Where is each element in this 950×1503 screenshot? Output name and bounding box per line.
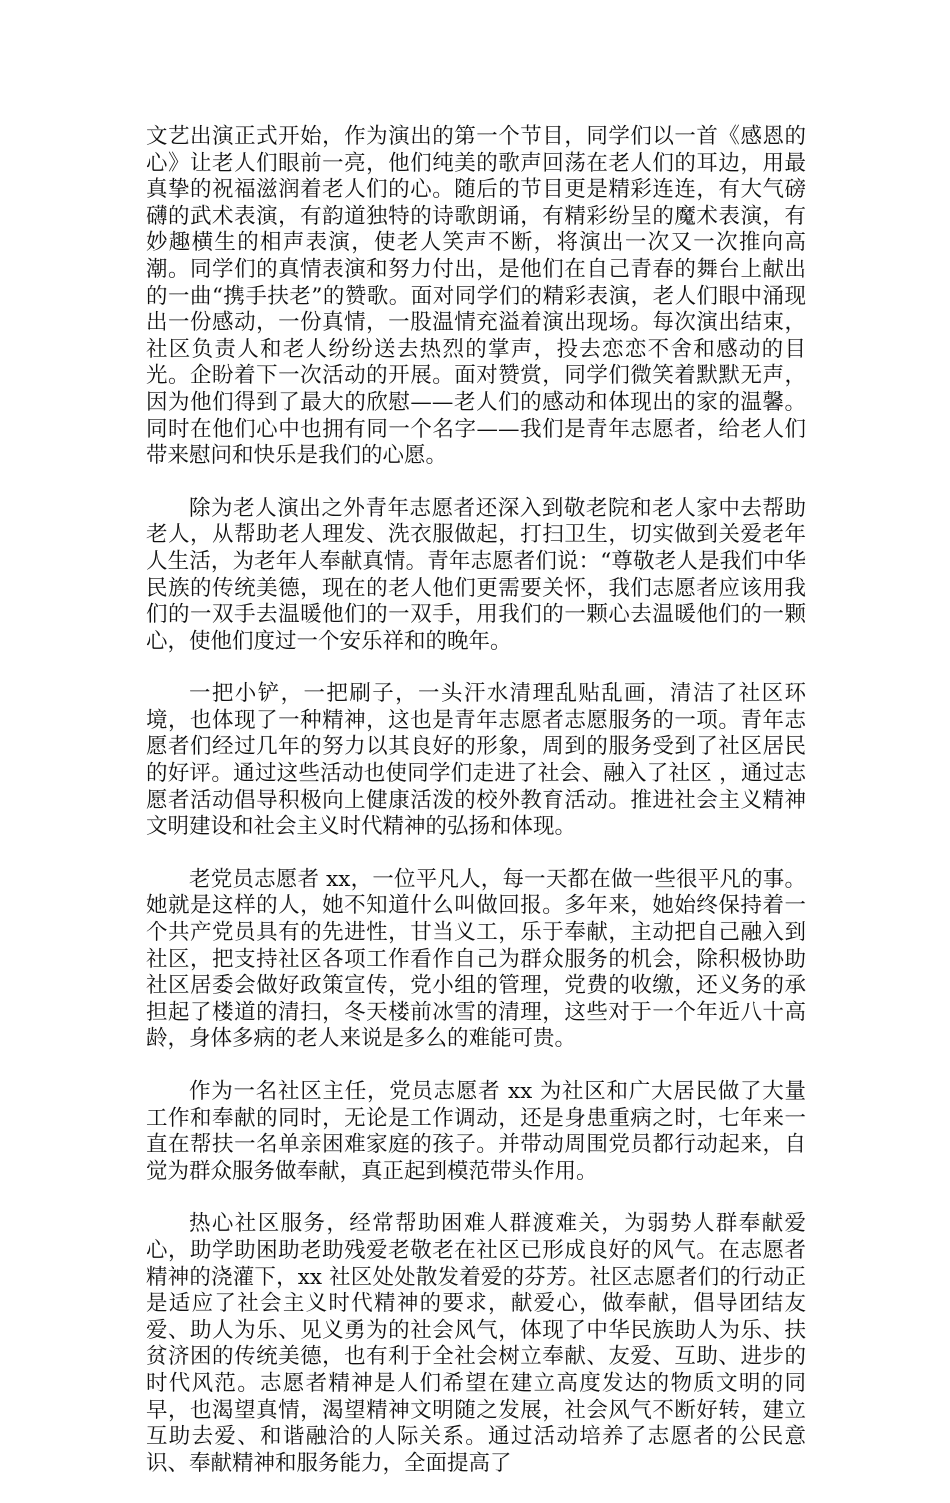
document-body — [146, 124, 806, 1503]
paragraph-4: 老党员志愿者 xx，一位平凡人，每一天都在做一些很平凡的事。她就是这样的人，她不知道什么叫做回报。多年来，她始终保持着一个共产党员具有的先进性，甘当义工，乐于奉献，主动把自己融入到社区，把支持社区各项工作看作自己为群众服务的机会，除积极协助社区居委会做好政策宣传，党小组的管理，党费的收缴，还义务的承担起了楼道的清扫，冬天楼前冰雪的清理，这些对于一个年近八十高龄，身体多病的老人来说是多么的难能可贵。 — [146, 866, 806, 1052]
paragraph-2: 除为老人演出之外青年志愿者还深入到敬老院和老人家中去帮助老人，从帮助老人理发、洗衣服做起，打扫卫生，切实做到关爱老年人生活，为老年人奉献真情。青年志愿者们说：“尊敬老人是我们中华民族的传统美德，现在的老人他们更需要关怀，我们志愿者应该用我们的一双手去温暖他们的一双手，用我们的一颗心去温暖他们的一颗心，使他们度过一个安乐祥和的晚年。 — [146, 495, 806, 654]
paragraph-1: 文艺出演正式开始，作为演出的第一个节目，同学们以一首《感恩的心》让老人们眼前一亮，他们纯美的歌声回荡在老人们的耳边，用最真挚的祝福滋润着老人们的心。随后的节目更是精彩连连，有大气磅礴的武术表演，有韵道独特的诗歌朗诵，有精彩纷呈的魔术表演，有妙趣横生的相声表演，使老人笑声不断，将演出一次又一次推向高潮。同学们的真情表演和努力付出，是他们在自己青春的舞台上献出的一曲“携手扶老”的赞歌。面对同学们的精彩表演，老人们眼中涌现出一份感动，一份真情，一股温情充溢着演出现场。每次演出结束，社区负责人和老人纷纷送去热烈的掌声，投去恋恋不舍和感动的目光。企盼着下一次活动的开展。面对赞赏，同学们微笑着默默无声，因为他们得到了最大的欣慰——老人们的感动和体现出的家的温馨。同时在他们心中也拥有同一个名字——我们是青年志愿者，给老人们带来慰问和快乐是我们的心愿。 — [146, 124, 806, 469]
paragraph-5: 作为一名社区主任，党员志愿者 xx 为社区和广大居民做了大量工作和奉献的同时，无论是工作调动，还是身患重病之时，七年来一直在帮扶一名单亲困难家庭的孩子。并带动周围党员都行动起来，自觉为群众服务做奉献，真正起到模范带头作用。 — [146, 1079, 806, 1184]
paragraph-3: 一把小铲，一把刷子，一头汗水清理乱贴乱画，清洁了社区环境，也体现了一种精神，这也是青年志愿者志愿服务的一项。青年志愿者们经过几年的努力以其良好的形象，周到的服务受到了社区居民的好评。通过这些活动也使同学们走进了社会、融入了社区 ，通过志愿者活动倡导积极向上健康活泼的校外教育活动。推进社会主义精神文明建设和社会主义时代精神的弘扬和体现。 — [146, 681, 806, 840]
paragraph-6: 热心社区服务，经常帮助困难人群渡难关，为弱势人群奉献爱心，助学助困助老助残爱老敬老在社区已形成良好的风气。在志愿者精神的浇灌下，xx 社区处处散发着爱的芬芳。社区志愿者们的行动正是适应了社会主义时代精神的要求，献爱心，做奉献，倡导团结友爱、助人为乐、见义勇为的社会风气，体现了中华民族助人为乐、扶贫济困的传统美德，也有利于全社会树立奉献、友爱、互助、进步的时代风范。志愿者精神是人们希望在建立高度发达的物质文明的同早，也渴望真情，渴望精神文明随之发展，社会风气不断好转，建立互助去爱、和谐融洽的人际关系。通过活动培养了志愿者的公民意识、奉献精神和服务能力，全面提高了 — [146, 1211, 806, 1476]
